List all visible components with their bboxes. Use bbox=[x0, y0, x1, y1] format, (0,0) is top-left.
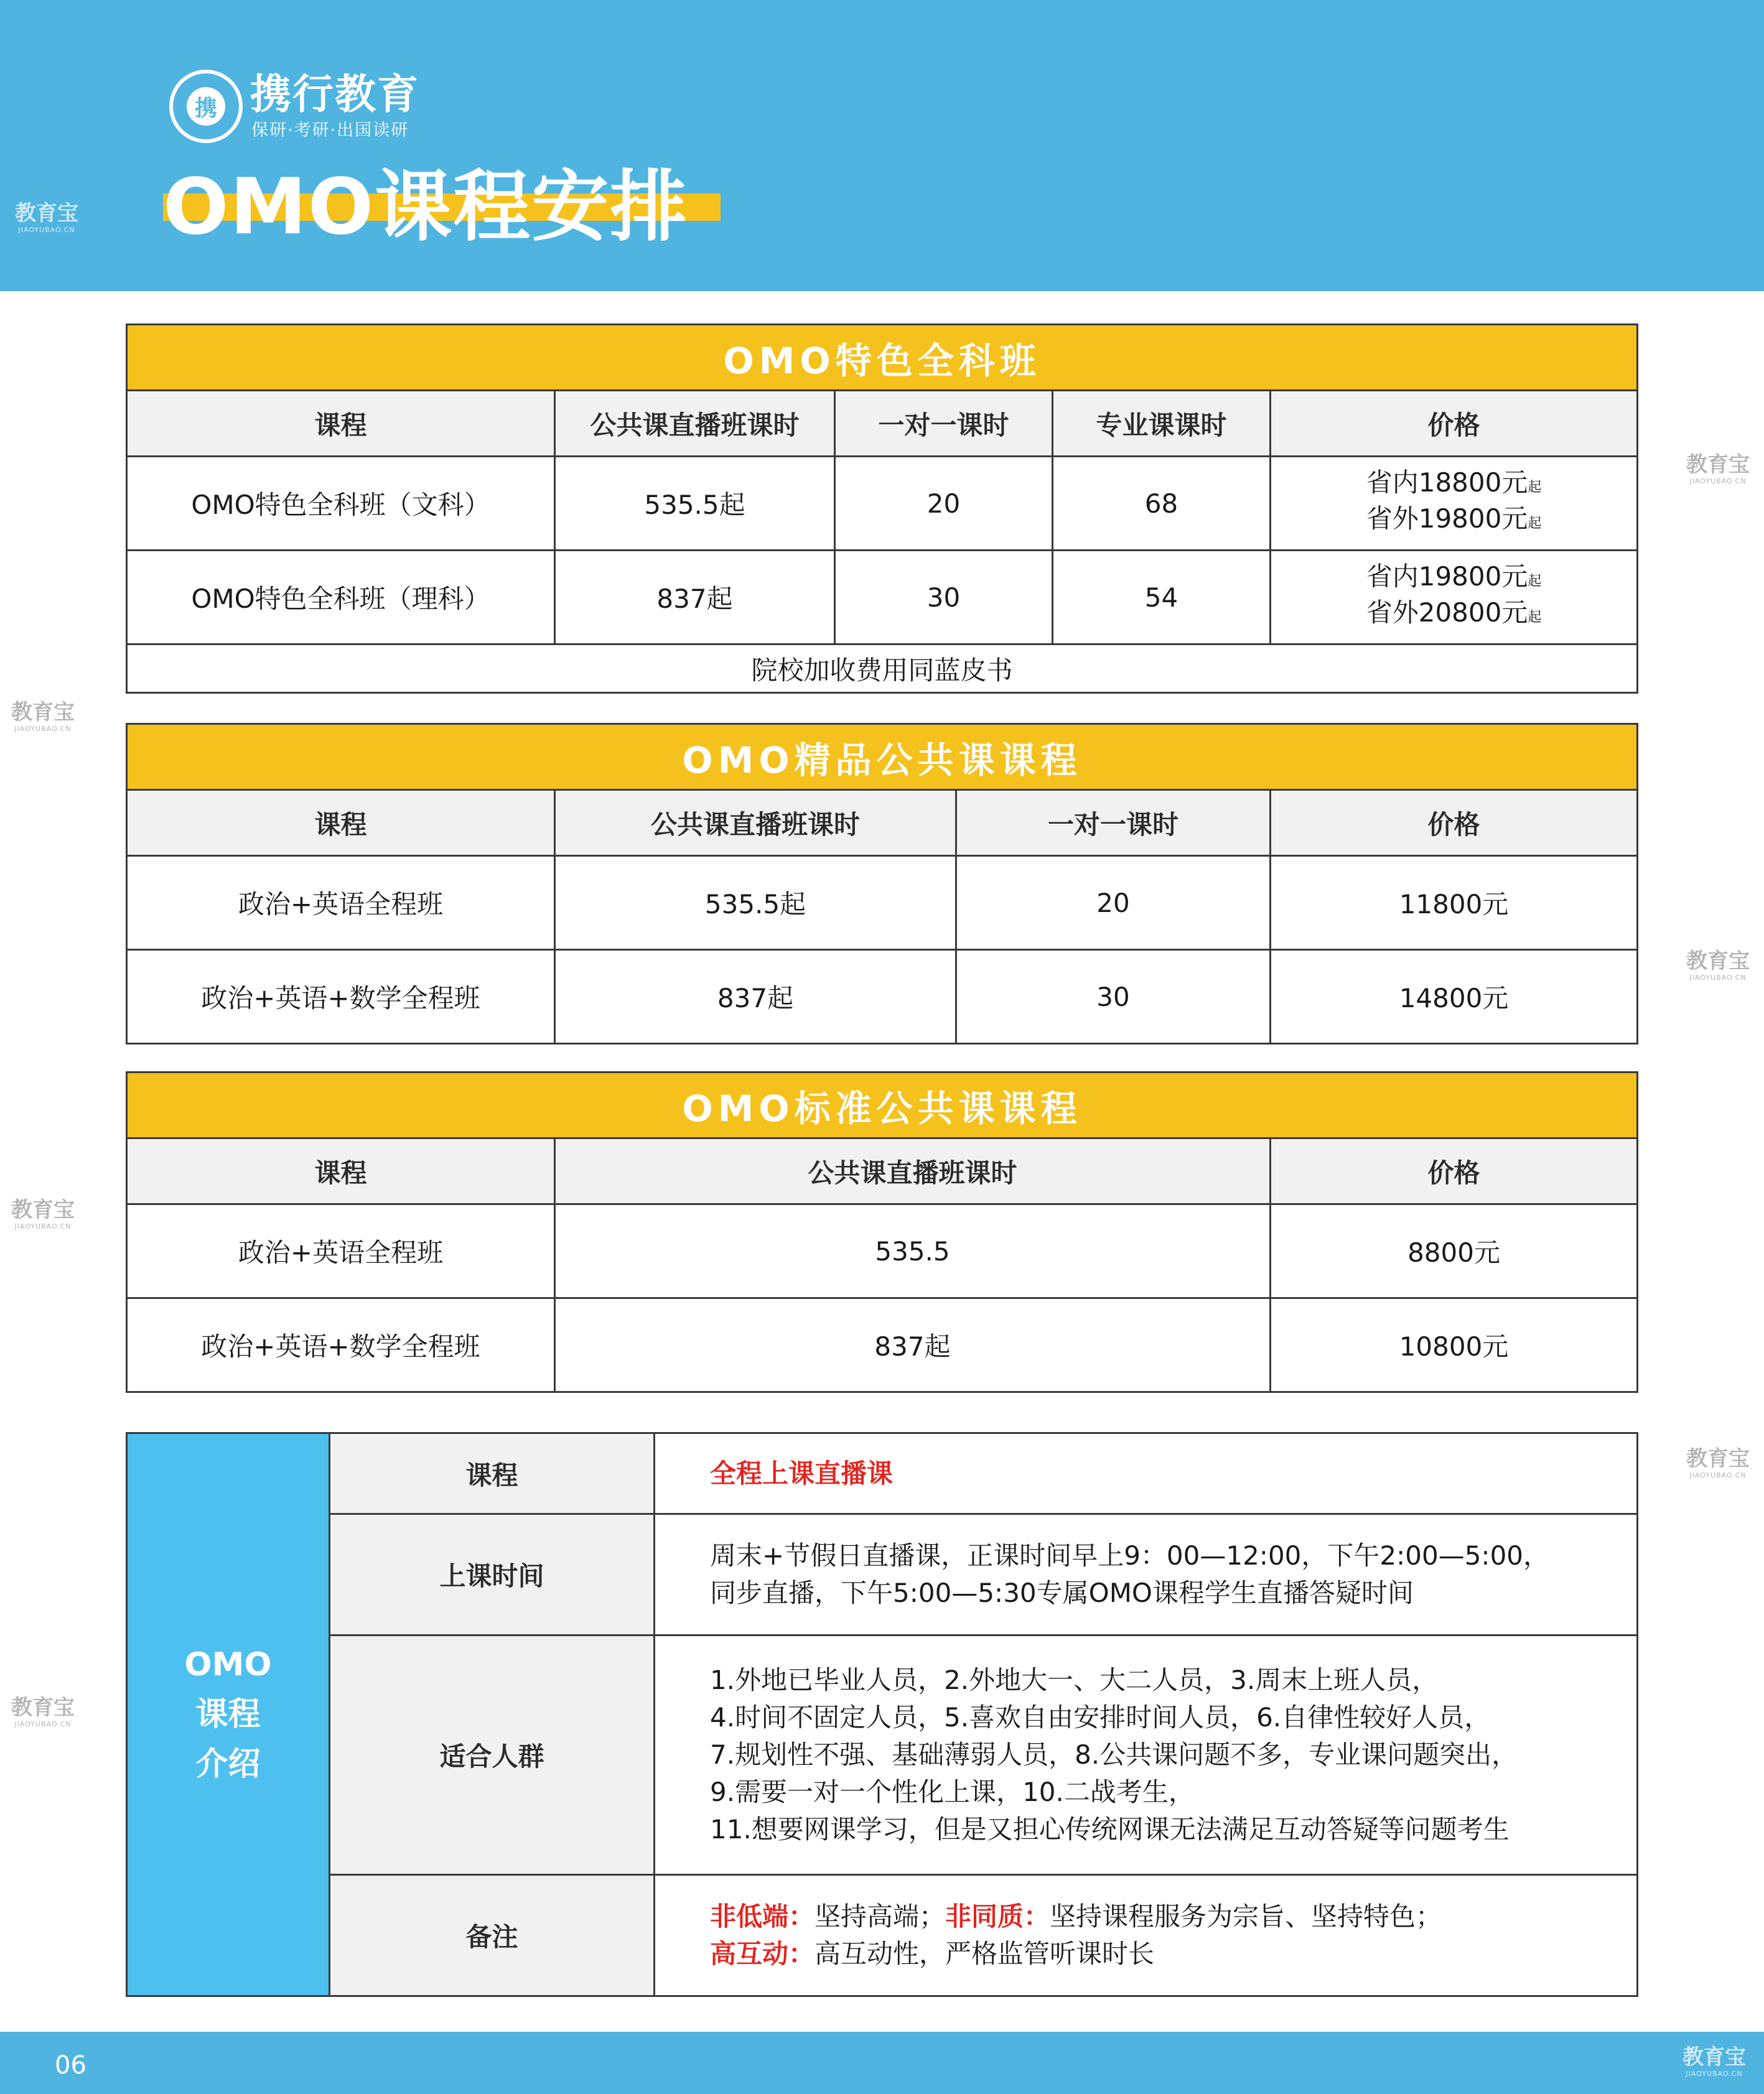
table-title: OMO标准公共课课程 bbox=[127, 1073, 1638, 1138]
column-header-one-on-one: 一对一课时 bbox=[835, 391, 1053, 457]
watermark: 教育宝 JIAOYUBAO.CN bbox=[1686, 1446, 1750, 1479]
omo-standard-public-table bbox=[126, 1071, 1638, 1393]
price-cell: 8800元 bbox=[1271, 1204, 1638, 1298]
price-suffix: 起 bbox=[1528, 480, 1542, 495]
course-cell: 政治+英语+数学全程班 bbox=[127, 950, 555, 1044]
table-row bbox=[127, 457, 1638, 551]
one-on-one-cell: 30 bbox=[835, 551, 1053, 644]
table-row bbox=[127, 950, 1638, 1044]
watermark: 教育宝 JIAOYUBAO.CN bbox=[1686, 452, 1750, 485]
major-hours-cell: 68 bbox=[1053, 457, 1271, 551]
table-title: OMO特色全科班 bbox=[127, 325, 1638, 391]
watermark: 教育宝 JIAOYUBAO.CN bbox=[15, 201, 78, 234]
page-title: OMO课程安排 bbox=[163, 162, 689, 252]
price-in-province: 省内18800元 bbox=[1366, 467, 1528, 498]
brand-name: 携行教育 bbox=[250, 70, 419, 118]
public-hours-cell: 837起 bbox=[555, 551, 835, 644]
one-on-one-cell: 20 bbox=[835, 457, 1053, 551]
public-hours-cell: 535.5 bbox=[555, 1204, 1271, 1298]
column-header-major-hours: 专业课课时 bbox=[1053, 391, 1271, 457]
column-header-course: 课程 bbox=[127, 1138, 555, 1204]
page-number: 06 bbox=[55, 2051, 86, 2080]
price-out-province: 省外20800元 bbox=[1366, 597, 1528, 628]
brand-logo-icon bbox=[169, 70, 243, 143]
column-header-public-hours: 公共课直播班课时 bbox=[555, 790, 956, 856]
column-header-course: 课程 bbox=[127, 790, 555, 856]
omo-course-intro-table bbox=[126, 1432, 1638, 1997]
column-header-price: 价格 bbox=[1271, 1138, 1638, 1204]
course-label: 课程 bbox=[330, 1433, 655, 1514]
column-header-course: 课程 bbox=[127, 391, 555, 457]
column-header-one-on-one: 一对一课时 bbox=[956, 790, 1271, 856]
brand-tagline: 保研·考研·出国读研 bbox=[251, 121, 409, 140]
class-time-label: 上课时间 bbox=[330, 1514, 655, 1636]
target-audience-value: 1.外地已毕业人员，2.外地大一、大二人员，3.周末上班人员， 4.时间不固定人员，5.喜欢自由安排时间人员，6.自律性较好人员， 7.规划性不强、基础薄弱人员，8.公共课问题不多，专业课问题突出， 9.需要一对一个性化上课，10.二战考生， 11.想要网课学习，但是又担心传统网课无法满足互动答疑等问题考生 bbox=[655, 1636, 1638, 1875]
table-row bbox=[127, 551, 1638, 644]
watermark: 教育宝 JIAOYUBAO.CN bbox=[11, 1695, 75, 1728]
page-footer bbox=[0, 2032, 1764, 2094]
price-in-province: 省内19800元 bbox=[1366, 561, 1528, 592]
column-header-public-hours: 公共课直播班课时 bbox=[555, 391, 835, 457]
table-row bbox=[127, 1204, 1638, 1298]
remark-value: 非低端：坚持高端；非同质：坚持课程服务为宗旨、坚持特色； 高互动：高互动性，严格监管听课时长 bbox=[655, 1875, 1638, 1996]
price-cell bbox=[1271, 457, 1638, 551]
table-note: 院校加收费用同蓝皮书 bbox=[127, 644, 1638, 693]
public-hours-cell: 535.5起 bbox=[555, 856, 956, 950]
one-on-one-cell: 30 bbox=[956, 950, 1271, 1044]
table-row bbox=[127, 856, 1638, 950]
course-cell: 政治+英语全程班 bbox=[127, 856, 555, 950]
watermark: 教育宝 JIAOYUBAO.CN bbox=[1682, 2045, 1746, 2078]
major-hours-cell: 54 bbox=[1053, 551, 1271, 644]
price-cell: 10800元 bbox=[1271, 1298, 1638, 1392]
public-hours-cell: 837起 bbox=[555, 950, 956, 1044]
watermark: 教育宝 JIAOYUBAO.CN bbox=[11, 1198, 75, 1231]
course-value: 全程上课直播课 bbox=[655, 1433, 1638, 1514]
page-header bbox=[0, 0, 1764, 291]
class-time-value: 周末+节假日直播课，正课时间早上9：00—12:00，下午2:00—5:00， 同步直播，下午5:00—5:30专属OMO课程学生直播答疑时间 bbox=[655, 1514, 1638, 1636]
price-suffix: 起 bbox=[1528, 574, 1542, 589]
price-suffix: 起 bbox=[1528, 610, 1542, 625]
omo-premium-public-table bbox=[126, 723, 1638, 1045]
one-on-one-cell: 20 bbox=[956, 856, 1271, 950]
course-cell: OMO特色全科班（理科） bbox=[127, 551, 555, 644]
public-hours-cell: 837起 bbox=[555, 1298, 1271, 1392]
price-out-province: 省外19800元 bbox=[1366, 503, 1528, 534]
watermark: 教育宝 JIAOYUBAO.CN bbox=[11, 700, 75, 733]
omo-full-subject-table bbox=[126, 323, 1638, 694]
course-cell: 政治+英语全程班 bbox=[127, 1204, 555, 1298]
table-row bbox=[127, 1298, 1638, 1392]
price-cell: 14800元 bbox=[1271, 950, 1638, 1044]
column-header-price: 价格 bbox=[1271, 790, 1638, 856]
intro-side-label: OMO 课程 介绍 bbox=[127, 1433, 330, 1996]
price-cell: 11800元 bbox=[1271, 856, 1638, 950]
public-hours-cell: 535.5起 bbox=[555, 457, 835, 551]
course-cell: 政治+英语+数学全程班 bbox=[127, 1298, 555, 1392]
watermark: 教育宝 JIAOYUBAO.CN bbox=[1686, 949, 1750, 982]
column-header-public-hours: 公共课直播班课时 bbox=[555, 1138, 1271, 1204]
course-cell: OMO特色全科班（文科） bbox=[127, 457, 555, 551]
remark-label: 备注 bbox=[330, 1875, 655, 1996]
brand-logo-mark: 携 bbox=[187, 87, 225, 126]
price-suffix: 起 bbox=[1528, 516, 1542, 531]
column-header-price: 价格 bbox=[1271, 391, 1638, 457]
target-audience-label: 适合人群 bbox=[330, 1636, 655, 1875]
table-title: OMO精品公共课课程 bbox=[127, 724, 1638, 790]
price-cell bbox=[1271, 551, 1638, 644]
